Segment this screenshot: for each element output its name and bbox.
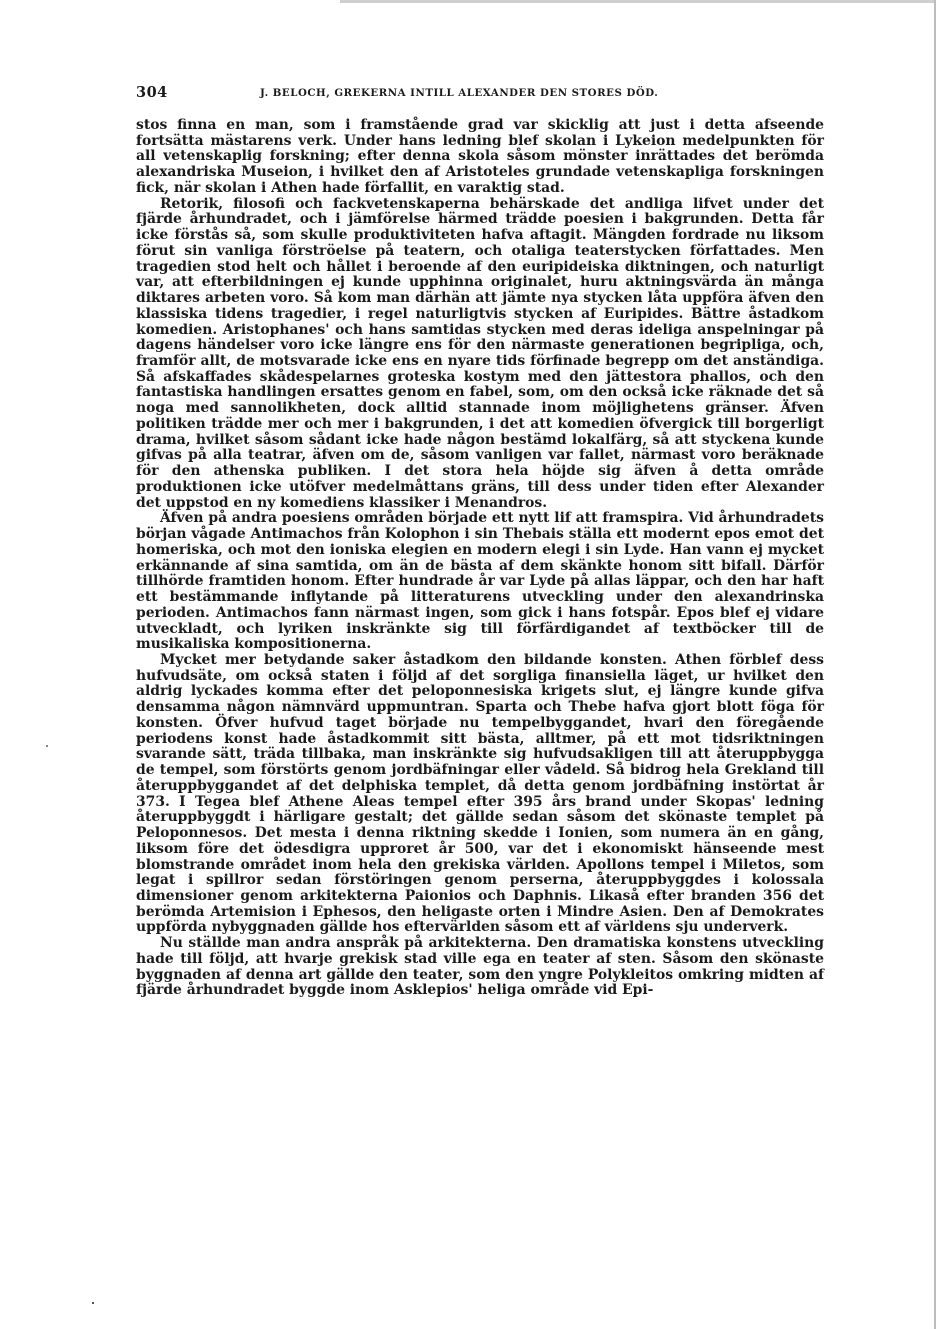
paragraph-architecture: Nu ställde man andra anspråk på arkitekterna. Den dramatiska konstens utveckling hade till följd, att hvarje grekisk stad ville ega en teater af sten. Såsom den skönaste byggnaden af denna art gällde den teater, som den yngre Polykleitos omkring midten af fjärde århundradet byggde inom Asklepios' heliga område vid Epi- [136,935,824,999]
running-head: J. BELOCH, GREKERNA INTILL ALEXANDER DEN STORES DÖD. [260,87,659,99]
paragraph-visual-arts: Mycket mer betydande saker åstadkom den bildande konsten. Athen förblef dess hufvudsäte, om också staten i följd af det sorgliga finansiella läget, ur hvilket den aldrig lyckades komma efter det peloponnesiska krigets slut, ej längre kunde gifva densamma någon nämnvärd uppmuntran. Sparta och Thebe hafva gjort blott föga för konsten. Öfver hufvud taget började nu tempelbyggandet, hvari den föregående periodens konst hade åstadkommit sitt bästa, alltmer, på ett mot tidsriktningen svarande sätt, träda tillbaka, man inskränkte sig hufvudsakligen till att återuppbygga de tempel, som förstörts genom jordbäfningar eller vådeld. Så bidrog hela Grekland till återuppbyggandet af det delphiska templet, då detta genom jordbäfning instörtat år 373. I Tegea blef Athene Aleas tempel efter 395 års brand under Skopas' ledning återuppbyggdt i härligare gestalt; det gällde sedan såsom det skönaste templet på Peloponnesos. Det mesta i denna riktning skedde i Ionien, som numera än en gång, liksom före det ödesdigra upproret år 500, var det i ekonomiskt hänseende mest blomstrande området inom hela den grekiska världen. Apollons tempel i Miletos, som legat i spillror sedan förstöringen genom perserna, återuppbyggdes i kolossala dimensioner genom arkitekterna Paionios och Daphnis. Likaså efter branden 356 det berömda Artemision i Ephesos, den heligaste orten i Mindre Asien. Den af Demokrates uppförda nybyggnaden gällde hos eftervärlden såsom ett af världens sju underverk. [136,651,824,936]
paragraph-poetry: Äfven på andra poesiens områden började ett nytt lif att framspira. Vid århundradets början vågade Antimachos från Kolophon i sin Thebais ställa ett modernt epos emot det homeriska, och mot den ioniska elegien en modern elegi i sin Lyde. Han vann ej mycket erkännande af sina samtida, om än de bästa af dem skänkte honom sitt bifall. Därför tillhörde framtiden honom. Efter hundrade år var Lyde på allas läppar, och den har haft ett bestämmande inflytande på litteraturens utveckling under den alexandrinska perioden. Antimachos fann närmast ingen, som gick i hans fotspår. Epos blef ej vidare utveckladt, och lyriken inskränkte sig till förfärdigandet af textböcker till de musikaliska kompositionerna. [136,510,824,653]
page-header [136,84,824,102]
scan-speck [92,1302,94,1304]
paragraph-continuation: stos finna en man, som i framstående grad var skicklig att just i detta afseende fortsätta mästarens verk. Under hans ledning blef skolan i Lykeion medelpunkten för all vetenskaplig forskning; efter denna skola såsom mönster inrättades det berömda alexandriska Museion, i hvilket den af Aristoteles grundade vetenskapliga forskningen fick, när skolan i Athen hade förfallit, en varaktig stad. [136,117,824,196]
scan-top-edge [340,0,936,3]
page-number: 304 [136,84,168,101]
margin-speck [46,745,48,747]
paragraph-rhetoric: Retorik, filosofi och fackvetenskaperna behärskade det andliga lifvet under det fjärde århundradet, och i jämförelse härmed trädde poesien i bakgrunden. Detta får icke förstås så, som skulle produktiviteten hafva aftagit. Mängden fordrade nu liksom förut sin vanliga förströelse på teatern, och otaliga teaterstycken författades. Men tragedien stod helt och hållet i beroende af den euripideiska diktningen, och naturligt var, att efterbildningen ej kunde upphinna originalet, huru aktningsvärda än många diktares arbeten voro. Så kom man därhän att jämte nya stycken låta uppföra äfven den klassiska tidens tragedier, i regel naturligtvis stycken af Euripides. Bättre åstadkom komedien. Aristophanes' och hans samtidas stycken med deras ideliga anspelningar på dagens händelser voro icke längre ens för den närmaste generationen begripliga, och, framför allt, de motsvarade icke ens en nyare tids förfinade begrepp om det anständiga. Så afskaffades skådespelarnes groteska kostym med den jättestora phallos, och den fantastiska handlingen ersattes genom en fabel, som, om den också icke räknade det så noga med sannolikheten, dock alltid stannade inom möjlighetens gränser. Äfven politiken trädde mer och mer i bakgrunden, i det att komedien öfvergick till borgerligt drama, hvilket såsom sådant icke hade någon bestämd lokalfärg, så att styckena kunde gifvas på alla teatrar, äfven om de, såsom vanligen var fallet, närmast voro beräknade för den athenska publiken. I det stora hela höjde sig äfven å detta område produktionen icke utöfver medelmåttans gräns, till dess under tiden efter Alexander det uppstod en ny komediens klassiker i Menandros. [136,195,824,511]
body-text [136,118,824,999]
